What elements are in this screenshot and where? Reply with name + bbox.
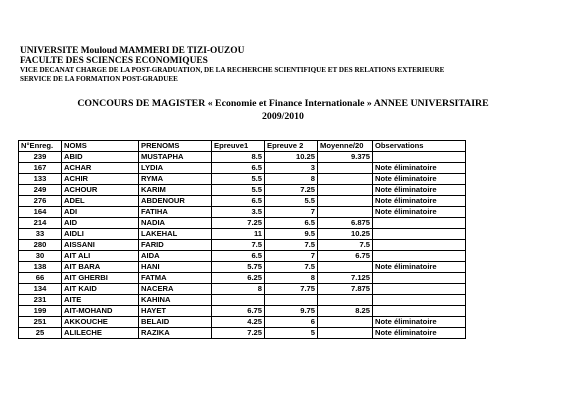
average-cell — [318, 317, 373, 328]
average-cell: 10.25 — [318, 229, 373, 240]
document-header — [20, 46, 444, 84]
last-name-cell: ACHIR — [62, 174, 139, 185]
average-cell — [318, 262, 373, 273]
exam-2-cell: 5.5 — [265, 196, 318, 207]
last-name-cell: AKKOUCHE — [62, 317, 139, 328]
last-name-cell: AID — [62, 218, 139, 229]
registration-cell: 251 — [19, 317, 62, 328]
exam-1-cell: 6.5 — [212, 251, 265, 262]
first-name-cell: FARID — [139, 240, 212, 251]
registration-cell: 138 — [19, 262, 62, 273]
exam-2-cell: 7.25 — [265, 185, 318, 196]
exam-1-cell: 5.5 — [212, 185, 265, 196]
registration-cell: 30 — [19, 251, 62, 262]
first-name-cell: RAZIKA — [139, 328, 212, 339]
last-name-cell: AIT ALI — [62, 251, 139, 262]
exam-2-cell — [265, 295, 318, 306]
observation-cell: Note éliminatoire — [373, 196, 466, 207]
exam-1-cell: 6.5 — [212, 196, 265, 207]
first-name-cell: BELAID — [139, 317, 212, 328]
table-row — [19, 295, 466, 306]
first-name-cell: AIDA — [139, 251, 212, 262]
exam-1-cell: 8 — [212, 284, 265, 295]
title-line-2: 2009/2010 — [262, 111, 304, 122]
average-cell — [318, 174, 373, 185]
results-table — [18, 140, 466, 339]
exam-2-cell: 3 — [265, 163, 318, 174]
registration-cell: 199 — [19, 306, 62, 317]
average-cell — [318, 207, 373, 218]
column-header-first-name: PRENOMS — [139, 141, 212, 152]
exam-2-cell: 6.5 — [265, 218, 318, 229]
table-row — [19, 229, 466, 240]
exam-2-cell: 9.5 — [265, 229, 318, 240]
exam-2-cell: 8 — [265, 174, 318, 185]
first-name-cell: KAHINA — [139, 295, 212, 306]
table-row — [19, 207, 466, 218]
observation-cell — [373, 218, 466, 229]
first-name-cell: LAKEHAL — [139, 229, 212, 240]
registration-cell: 66 — [19, 273, 62, 284]
table-row — [19, 152, 466, 163]
average-cell: 8.25 — [318, 306, 373, 317]
average-cell — [318, 196, 373, 207]
university-name: UNIVERSITE Mouloud MAMMERI DE TIZI-OUZOU — [20, 46, 245, 56]
observation-cell: Note éliminatoire — [373, 174, 466, 185]
first-name-cell: FATIHA — [139, 207, 212, 218]
last-name-cell: AIT KAID — [62, 284, 139, 295]
observation-cell: Note éliminatoire — [373, 163, 466, 174]
observation-cell — [373, 295, 466, 306]
first-name-cell: KARIM — [139, 185, 212, 196]
exam-1-cell: 8.5 — [212, 152, 265, 163]
observation-cell — [373, 229, 466, 240]
registration-cell: 33 — [19, 229, 62, 240]
exam-2-cell: 7 — [265, 251, 318, 262]
registration-cell: 214 — [19, 218, 62, 229]
exam-1-cell: 7.25 — [212, 328, 265, 339]
document-title — [0, 97, 566, 123]
first-name-cell: HANI — [139, 262, 212, 273]
exam-2-cell: 7.75 — [265, 284, 318, 295]
vice-deanship-name: VICE DECANAT CHARGE DE LA POST-GRADUATION, DE LA RECHERCHE SCIENTIFIQUE ET DES RELATIONS EXTERIEURE — [20, 66, 445, 74]
table-row — [19, 284, 466, 295]
last-name-cell: ALILECHE — [62, 328, 139, 339]
last-name-cell: AIT BARA — [62, 262, 139, 273]
table-row — [19, 251, 466, 262]
last-name-cell: ACHAR — [62, 163, 139, 174]
average-cell — [318, 328, 373, 339]
registration-cell: 167 — [19, 163, 62, 174]
average-cell: 9.375 — [318, 152, 373, 163]
exam-2-cell: 5 — [265, 328, 318, 339]
column-header-exam-2: Epreuve 2 — [265, 141, 318, 152]
exam-1-cell — [212, 295, 265, 306]
observation-cell — [373, 152, 466, 163]
last-name-cell: ADI — [62, 207, 139, 218]
exam-1-cell: 4.25 — [212, 317, 265, 328]
registration-cell: 164 — [19, 207, 62, 218]
last-name-cell: AITE — [62, 295, 139, 306]
registration-cell: 276 — [19, 196, 62, 207]
last-name-cell: AISSANI — [62, 240, 139, 251]
column-header-registration: N°Enreg. — [19, 141, 62, 152]
first-name-cell: RYMA — [139, 174, 212, 185]
average-cell — [318, 185, 373, 196]
table-row — [19, 306, 466, 317]
last-name-cell: AIDLI — [62, 229, 139, 240]
exam-2-cell: 10.25 — [265, 152, 318, 163]
first-name-cell: NADIA — [139, 218, 212, 229]
last-name-cell: AIT-MOHAND — [62, 306, 139, 317]
exam-2-cell: 6 — [265, 317, 318, 328]
registration-cell: 249 — [19, 185, 62, 196]
table-row — [19, 174, 466, 185]
average-cell — [318, 163, 373, 174]
observation-cell — [373, 273, 466, 284]
table-body — [19, 152, 466, 339]
title-line-1: CONCOURS DE MAGISTER « Economie et Finance Internationale » ANNEE UNIVERSITAIRE — [77, 98, 489, 109]
average-cell: 7.875 — [318, 284, 373, 295]
exam-2-cell: 8 — [265, 273, 318, 284]
observation-cell: Note éliminatoire — [373, 185, 466, 196]
average-cell: 6.75 — [318, 251, 373, 262]
observation-cell: Note éliminatoire — [373, 207, 466, 218]
exam-2-cell: 7 — [265, 207, 318, 218]
first-name-cell: MUSTAPHA — [139, 152, 212, 163]
exam-1-cell: 11 — [212, 229, 265, 240]
faculty-name: FACULTE DES SCIENCES ECONOMIQUES — [20, 56, 208, 66]
exam-1-cell: 5.75 — [212, 262, 265, 273]
exam-2-cell: 9.75 — [265, 306, 318, 317]
column-header-average: Moyenne/20 — [318, 141, 373, 152]
table-row — [19, 240, 466, 251]
average-cell: 7.5 — [318, 240, 373, 251]
exam-1-cell: 6.25 — [212, 273, 265, 284]
observation-cell — [373, 284, 466, 295]
observation-cell: Note éliminatoire — [373, 328, 466, 339]
column-header-exam-1: Epreuve1 — [212, 141, 265, 152]
last-name-cell: AIT GHERBI — [62, 273, 139, 284]
first-name-cell: ABDENOUR — [139, 196, 212, 207]
last-name-cell: ACHOUR — [62, 185, 139, 196]
first-name-cell: FATMA — [139, 273, 212, 284]
exam-1-cell: 7.25 — [212, 218, 265, 229]
table-row — [19, 218, 466, 229]
last-name-cell: ADEL — [62, 196, 139, 207]
observation-cell: Note éliminatoire — [373, 317, 466, 328]
table-row — [19, 273, 466, 284]
table-row — [19, 185, 466, 196]
first-name-cell: NACERA — [139, 284, 212, 295]
registration-cell: 133 — [19, 174, 62, 185]
average-cell: 7.125 — [318, 273, 373, 284]
registration-cell: 231 — [19, 295, 62, 306]
average-cell: 6.875 — [318, 218, 373, 229]
column-header-observations: Observations — [373, 141, 466, 152]
first-name-cell: LYDIA — [139, 163, 212, 174]
observation-cell — [373, 240, 466, 251]
exam-1-cell: 7.5 — [212, 240, 265, 251]
registration-cell: 134 — [19, 284, 62, 295]
table-header-row — [19, 141, 466, 152]
column-header-last-name: NOMS — [62, 141, 139, 152]
exam-1-cell: 3.5 — [212, 207, 265, 218]
table-row — [19, 328, 466, 339]
exam-2-cell: 7.5 — [265, 240, 318, 251]
service-name: SERVICE DE LA FORMATION POST-GRADUEE — [20, 75, 178, 83]
registration-cell: 239 — [19, 152, 62, 163]
observation-cell — [373, 306, 466, 317]
first-name-cell: HAYET — [139, 306, 212, 317]
observation-cell — [373, 251, 466, 262]
table-row — [19, 262, 466, 273]
exam-1-cell: 5.5 — [212, 174, 265, 185]
table-row — [19, 196, 466, 207]
exam-1-cell: 6.75 — [212, 306, 265, 317]
registration-cell: 25 — [19, 328, 62, 339]
exam-2-cell: 7.5 — [265, 262, 318, 273]
exam-1-cell: 6.5 — [212, 163, 265, 174]
registration-cell: 280 — [19, 240, 62, 251]
table-row — [19, 163, 466, 174]
table-row — [19, 317, 466, 328]
average-cell — [318, 295, 373, 306]
observation-cell: Note éliminatoire — [373, 262, 466, 273]
last-name-cell: ABID — [62, 152, 139, 163]
